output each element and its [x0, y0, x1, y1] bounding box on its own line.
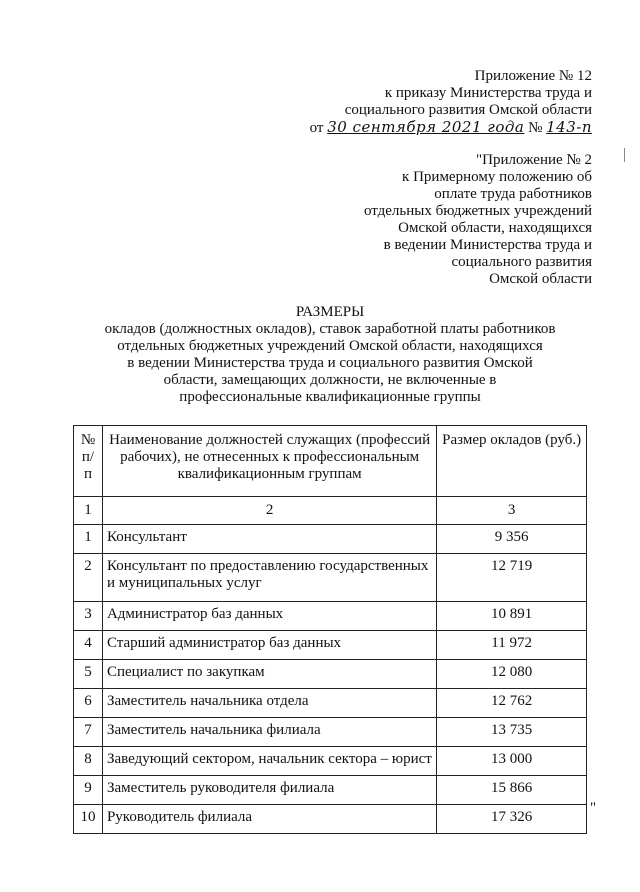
annex-2-block	[364, 152, 592, 288]
salary-table	[73, 425, 587, 834]
column-number: 2	[102, 497, 436, 525]
column-number: 1	[74, 497, 103, 525]
salary-value: 15 866	[437, 776, 587, 805]
salary-value: 9 356	[437, 525, 587, 554]
salary-value: 17 326	[437, 805, 587, 834]
table-header-row	[74, 426, 587, 497]
annex-2-line: в ведении Министерства труда и	[383, 237, 592, 253]
heading-line: профессиональные квалификационные группы	[179, 389, 481, 405]
row-number: 9	[74, 776, 103, 805]
salary-value: 12 080	[437, 660, 587, 689]
date-prefix: от	[309, 120, 324, 136]
row-number: 10	[74, 805, 103, 834]
table-row	[74, 776, 587, 805]
heading-line: отдельных бюджетных учреждений Омской области, находящихся	[117, 338, 543, 354]
column-number: 3	[437, 497, 587, 525]
salary-value: 13 000	[437, 747, 587, 776]
table-row	[74, 525, 587, 554]
closing-quote: "	[590, 800, 597, 816]
table-row	[74, 602, 587, 631]
salary-value: 11 972	[437, 631, 587, 660]
row-number: 7	[74, 718, 103, 747]
table-row	[74, 631, 587, 660]
annex-2-line: Омской области	[489, 271, 592, 287]
row-number: 1	[74, 525, 103, 554]
annex-12-line: социального развития Омской области	[344, 102, 592, 118]
salary-value: 12 719	[437, 554, 587, 602]
position-name: Консультант	[102, 525, 436, 554]
row-number: 8	[74, 747, 103, 776]
annex-2-line: оплате труда работников	[434, 186, 592, 202]
position-name: Заведующий сектором, начальник сектора – юрист	[102, 747, 436, 776]
position-name: Заместитель начальника филиала	[102, 718, 436, 747]
annex-2-line: к Примерному положению об	[402, 169, 592, 185]
row-number: 2	[74, 554, 103, 602]
annex-2-line: социального развития	[451, 254, 592, 270]
heading-title: РАЗМЕРЫ	[295, 304, 365, 320]
header-number: № п/п	[74, 426, 103, 497]
annex-12-line: Приложение № 12	[474, 68, 592, 84]
heading-line: области, замещающих должности, не включенные в	[163, 372, 497, 388]
table-row	[74, 554, 587, 602]
table-row	[74, 805, 587, 834]
annex-2-line: отдельных бюджетных учреждений	[363, 203, 592, 219]
heading-line: окладов (должностных окладов), ставок заработной платы работников	[104, 321, 556, 337]
position-name: Старший администратор баз данных	[102, 631, 436, 660]
annex-12-line: к приказу Министерства труда и	[384, 85, 592, 101]
position-name: Заместитель руководителя филиала	[102, 776, 436, 805]
number-prefix: №	[528, 120, 543, 136]
column-number-row	[74, 497, 587, 525]
annex-2-line: "Приложение № 2	[476, 152, 592, 168]
position-name: Администратор баз данных	[102, 602, 436, 631]
margin-mark	[624, 148, 625, 162]
heading-line: в ведении Министерства труда и социального развития Омской	[127, 355, 533, 371]
handwritten-number: 143-п	[546, 118, 592, 136]
annex-2-line: Омской области, находящихся	[398, 220, 592, 236]
row-number: 6	[74, 689, 103, 718]
header-salary: Размер окладов (руб.)	[437, 426, 587, 497]
salary-value: 10 891	[437, 602, 587, 631]
order-date-line	[310, 119, 592, 137]
salary-value: 12 762	[437, 689, 587, 718]
handwritten-date: 30 сентября 2021 года	[327, 118, 525, 136]
document-heading	[60, 304, 600, 406]
row-number: 4	[74, 631, 103, 660]
table-row	[74, 689, 587, 718]
salary-value: 13 735	[437, 718, 587, 747]
position-name: Руководитель филиала	[102, 805, 436, 834]
position-name: Специалист по закупкам	[102, 660, 436, 689]
position-name: Заместитель начальника отдела	[102, 689, 436, 718]
annex-12-block	[310, 68, 592, 137]
header-position: Наименование должностей служащих (профессий рабочих), не отнесенных к профессиональным квалификационным группам	[102, 426, 436, 497]
position-name: Консультант по предоставлению государственных и муниципальных услуг	[102, 554, 436, 602]
table-row	[74, 660, 587, 689]
row-number: 5	[74, 660, 103, 689]
row-number: 3	[74, 602, 103, 631]
table-row	[74, 718, 587, 747]
table-row	[74, 747, 587, 776]
